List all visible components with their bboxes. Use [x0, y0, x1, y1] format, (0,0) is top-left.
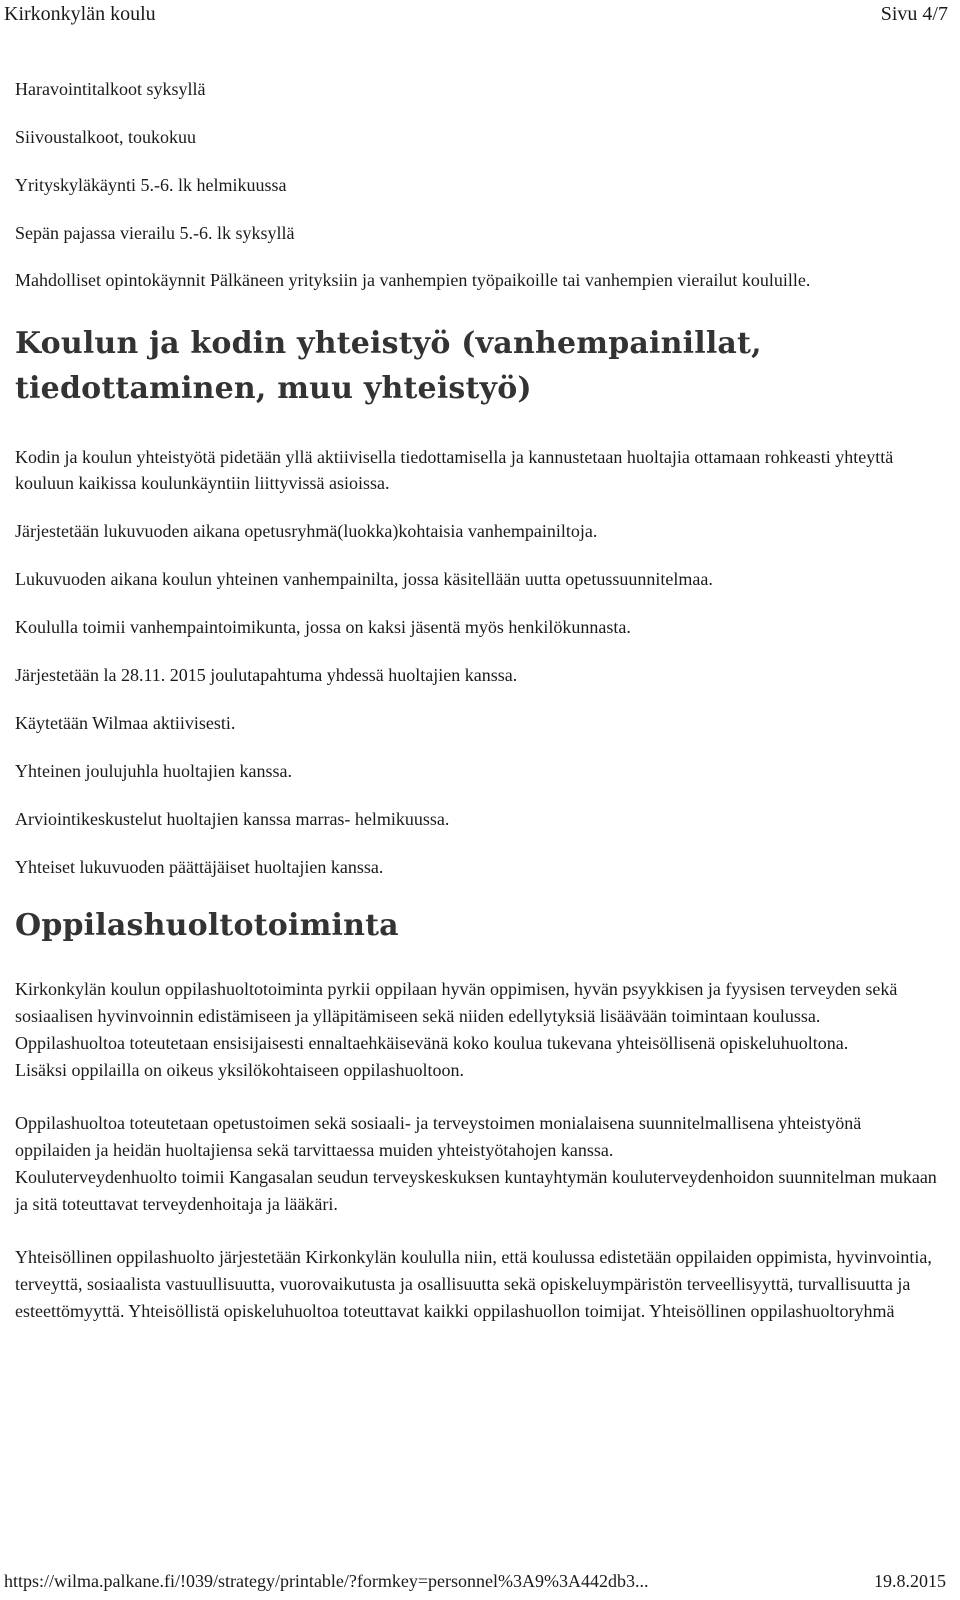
- section-heading-cooperation: Koulun ja kodin yhteistyö (vanhempainillat, tiedottaminen, muu yhteistyö): [15, 326, 762, 406]
- paragraph: Järjestetään la 28.11. 2015 joulutapahtuma yhdessä huoltajien kanssa.: [15, 665, 518, 685]
- page-number: Sivu 4/7: [880, 3, 948, 25]
- cooperation-section: [15, 444, 940, 880]
- list-item: Haravointitalkoot syksyllä: [15, 79, 206, 99]
- paragraph: Järjestetään lukuvuoden aikana opetusryhmä(luokka)kohtaisia vanhempainiltoja.: [15, 521, 598, 541]
- source-url: https://wilma.palkane.fi/!039/strategy/printable/?formkey=personnel%3A9%3A442db3...: [4, 1571, 649, 1591]
- paragraph: Lisäksi oppilailla on oikeus yksilökohtaiseen oppilashuoltoon.: [15, 1060, 464, 1080]
- page-header: [4, 3, 948, 31]
- list-item: Sepän pajassa vierailu 5.-6. lk syksyllä: [15, 223, 295, 243]
- paragraph: Kodin ja koulun yhteistyötä pidetään yllä aktiivisella tiedottamisella ja kannustetaan huoltajia ottamaan rohkeasti yhteyttä kouluun kaikissa koulunkäyntiin liittyvissä asioissa.: [15, 447, 894, 493]
- list-item: Mahdolliset opintokäynnit Pälkäneen yrityksiin ja vanhempien työpaikoille tai vanhempien vierailut kouluille.: [15, 270, 811, 290]
- paragraph: Arviointikeskustelut huoltajien kanssa marras- helmikuussa.: [15, 809, 450, 829]
- activity-list: [15, 76, 940, 292]
- paragraph: Yhteisöllinen oppilashuolto järjestetään Kirkonkylän koululla niin, että koulussa edistetään oppilaiden oppimista, hyvinvointia, terveyttä, sosiaalista vastuullisuutta, vuorovaikutusta ja osallisuutta sekä opiskeluympäristön terveellisyyttä, turvallisuutta ja esteettömyyttä. Yhteisöllistä opiskeluhuoltoa toteuttavat kaikki oppilashuollon toimijat. Yhteisöllinen oppilashuoltoryhmä: [15, 1247, 932, 1321]
- page-footer: [4, 1568, 946, 1594]
- list-item: Siivoustalkoot, toukokuu: [15, 127, 197, 147]
- paragraph: Oppilashuoltoa toteutetaan ensisijaisesti ennaltaehkäisevänä koko koulua tukevana yhteisöllisenä opiskeluhuoltona.: [15, 1033, 849, 1053]
- print-date: 19.8.2015: [874, 1571, 946, 1591]
- document-body: [15, 76, 940, 1325]
- paragraph: Oppilashuoltoa toteutetaan opetustoimen sekä sosiaali- ja terveystoimen monialaisena suunnitelmallisena yhteistyönä oppilaiden ja heidän huoltajiensa sekä tarvittaessa muiden yhteistyötahojen kanssa.: [15, 1113, 862, 1160]
- paragraph: Kouluterveydenhuolto toimii Kangasalan seudun terveyskeskuksen kuntayhtymän kouluterveydenhoidon suunnitelman mukaan ja sitä toteuttavat terveydenhoitaja ja lääkäri.: [15, 1167, 937, 1214]
- paragraph: Kirkonkylän koulun oppilashuoltotoiminta pyrkii oppilaan hyvän oppimisen, hyvän psyykkisen ja fyysisen terveyden sekä sosiaalisen hyvinvoinnin edistämiseen ja ylläpitämiseen sekä niiden edellytyksiä lisäävään toimintaan koulussa.: [15, 979, 898, 1026]
- pupil-welfare-section: [15, 976, 940, 1325]
- paragraph: Koululla toimii vanhempaintoimikunta, jossa on kaksi jäsentä myös henkilökunnasta.: [15, 617, 631, 637]
- paragraph: Yhteinen joulujuhla huoltajien kanssa.: [15, 761, 292, 781]
- section-heading-pupil-welfare: Oppilashuoltotoiminta: [15, 908, 399, 943]
- list-item: Yrityskyläkäynti 5.-6. lk helmikuussa: [15, 175, 287, 195]
- paragraph: Käytetään Wilmaa aktiivisesti.: [15, 713, 236, 733]
- paragraph: Yhteiset lukuvuoden päättäjäiset huoltajien kanssa.: [15, 857, 384, 877]
- school-name: Kirkonkylän koulu: [4, 3, 156, 25]
- paragraph: Lukuvuoden aikana koulun yhteinen vanhempainilta, jossa käsitellään uutta opetussuunnitelmaa.: [15, 569, 713, 589]
